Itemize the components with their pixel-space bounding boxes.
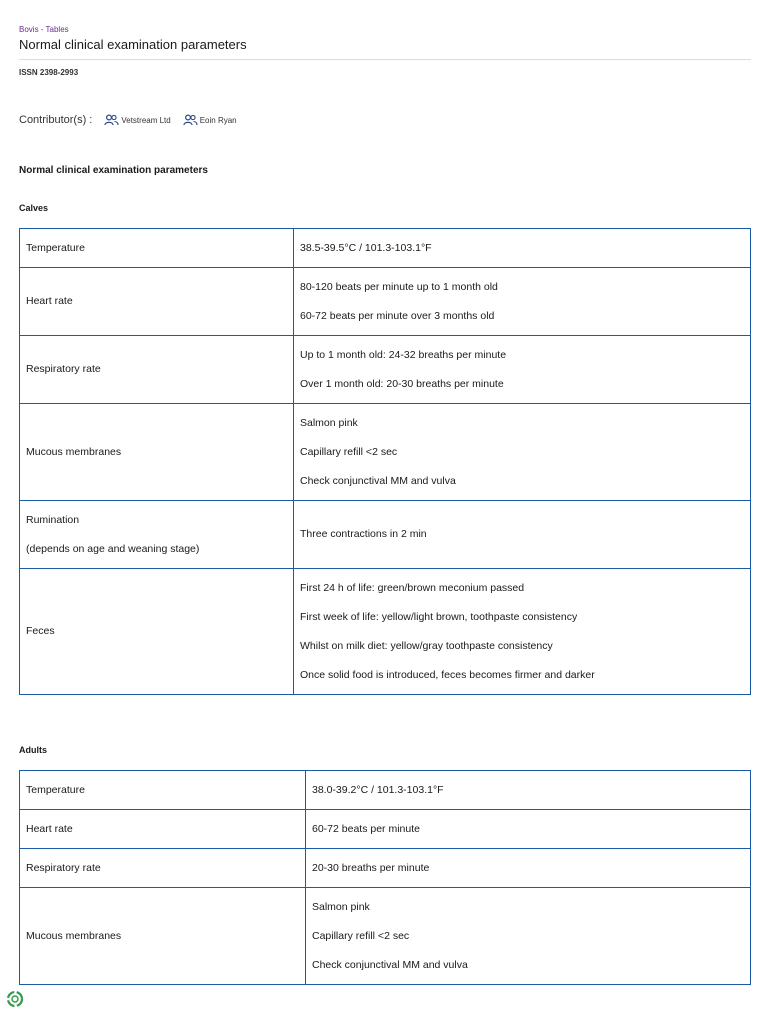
cell-text: Up to 1 month old: 24-32 breaths per minute (300, 348, 507, 361)
cell-text: Mucous membranes (26, 445, 122, 458)
table-cell-parameter (20, 888, 306, 985)
table-row (20, 771, 751, 810)
cell-text: Salmon pink (312, 900, 370, 913)
contributors (19, 114, 249, 126)
contributor-link[interactable] (183, 114, 237, 126)
table-cell-value (306, 888, 751, 985)
table-row (20, 268, 751, 336)
adults-heading: Adults (19, 745, 47, 755)
table-cell-value (294, 229, 751, 268)
table-row (20, 888, 751, 985)
cell-text: Capillary refill <2 sec (312, 929, 410, 942)
cell-text: Capillary refill <2 sec (300, 445, 398, 458)
table-row (20, 229, 751, 268)
cell-text: 60-72 beats per minute over 3 months old (300, 309, 495, 322)
cell-text: Salmon pink (300, 416, 358, 429)
table-row (20, 336, 751, 404)
cell-text: Respiratory rate (26, 861, 101, 874)
cell-text: Feces (26, 625, 55, 637)
table-cell-value (294, 336, 751, 404)
issn-label: ISSN 2398-2993 (19, 68, 79, 77)
table-cell-parameter (20, 336, 294, 404)
table-cell-value (306, 810, 751, 849)
table-row (20, 569, 751, 695)
calves-heading: Calves (19, 203, 49, 213)
cell-text: 20-30 breaths per minute (312, 861, 430, 874)
cell-text: 60-72 beats per minute (312, 822, 420, 835)
section-title: Normal clinical examination parameters (19, 165, 208, 176)
table-cell-parameter (20, 229, 294, 268)
table-cell-value (294, 501, 751, 569)
cell-text: Once solid food is introduced, feces becomes firmer and darker (300, 668, 595, 681)
cell-text: 38.0-39.2°C / 101.3-103.1°F (312, 783, 444, 796)
table-cell-value (294, 569, 751, 695)
table-cell-value (294, 268, 751, 336)
table-cell-parameter (20, 569, 294, 695)
cell-text: (depends on age and weaning stage) (26, 542, 200, 555)
vetstream-logo-icon[interactable] (6, 990, 24, 1008)
users-icon (104, 114, 119, 126)
cell-text: Heart rate (26, 822, 73, 835)
cell-text: 38.5-39.5°C / 101.3-103.1°F (300, 241, 432, 254)
cell-text: Whilst on milk diet: yellow/gray toothpaste consistency (300, 639, 553, 652)
cell-text: Rumination (26, 513, 80, 526)
table-cell-value (306, 849, 751, 888)
page-title: Normal clinical examination parameters (19, 37, 247, 52)
table-row (20, 404, 751, 501)
contributor-name: Vetstream Ltd (121, 115, 171, 125)
table-cell-parameter (20, 771, 306, 810)
table-row (20, 849, 751, 888)
table-cell-value (294, 404, 751, 501)
table-cell-parameter (20, 268, 294, 336)
header-divider (19, 59, 751, 60)
cell-text: Respiratory rate (26, 363, 101, 375)
table-cell-parameter (20, 501, 294, 569)
calves-table (19, 228, 751, 695)
cell-text: Over 1 month old: 20-30 breaths per minute (300, 377, 504, 390)
cell-text: First 24 h of life: green/brown meconium passed (300, 581, 525, 594)
table-cell-value (306, 771, 751, 810)
contributors-label: Contributor(s) : (19, 114, 93, 126)
table-cell-parameter (20, 810, 306, 849)
adults-table (19, 770, 751, 985)
cell-text: First week of life: yellow/light brown, toothpaste consistency (300, 610, 578, 623)
table-cell-parameter (20, 404, 294, 501)
cell-text: Temperature (26, 783, 85, 796)
users-icon (183, 114, 198, 126)
contributor-link[interactable] (104, 114, 170, 126)
cell-text: Three contractions in 2 min (300, 528, 427, 540)
cell-text: Check conjunctival MM and vulva (312, 958, 468, 971)
table-cell-parameter (20, 849, 306, 888)
contributor-name: Eoin Ryan (199, 115, 237, 125)
table-row (20, 810, 751, 849)
cell-text: Check conjunctival MM and vulva (300, 474, 456, 487)
cell-text: Temperature (26, 241, 85, 254)
cell-text: Heart rate (26, 295, 73, 307)
cell-text: 80-120 beats per minute up to 1 month old (300, 280, 498, 293)
cell-text: Mucous membranes (26, 929, 122, 942)
breadcrumb[interactable]: Bovis - Tables (19, 25, 69, 34)
table-row (20, 501, 751, 569)
